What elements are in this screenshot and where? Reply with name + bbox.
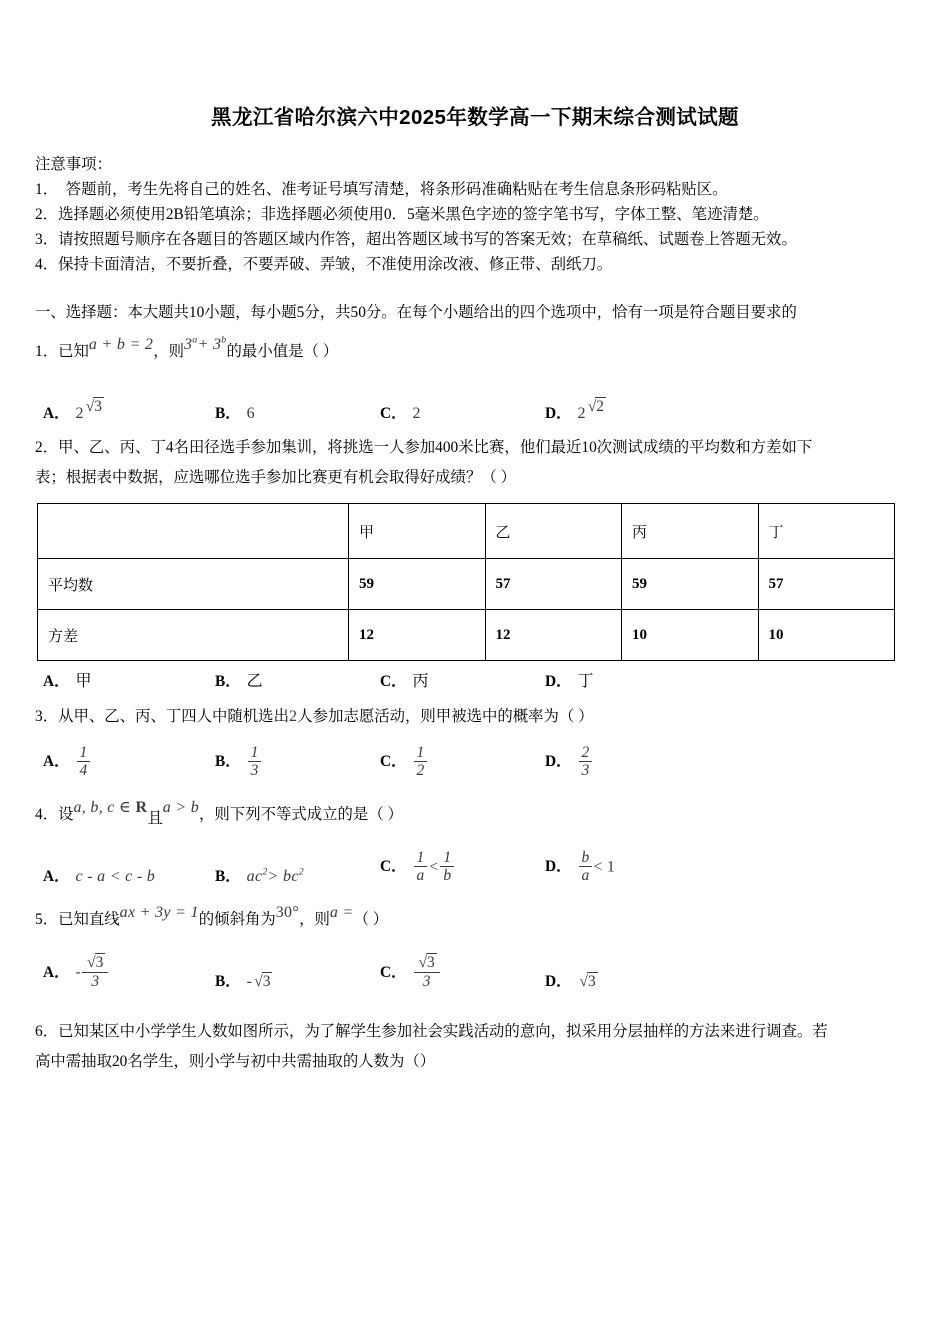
table-row [38, 559, 895, 610]
question-3-options [35, 739, 915, 781]
option-5-a-num [82, 954, 108, 971]
table-col-header-ding: 丁 [758, 504, 895, 559]
option-5-b-sqrt: √3 [254, 972, 271, 990]
notice-item-2: 2．选择题必须使用2B铅笔填涂；非选择题必须使用0．5毫米黑色字迹的签字笔书写，字体工整、笔迹清楚。 [35, 205, 769, 223]
option-1-a-coef: 2 [75, 405, 84, 423]
question-5-stem-pre: 已知直线 [58, 910, 120, 928]
option-4-d-num: b [581, 849, 590, 866]
option-3-d[interactable] [545, 745, 593, 781]
option-3-b-denominator: 3 [248, 761, 262, 779]
question-3-stem-pre: 从甲、乙、丙、丁四人中随机选出 [58, 708, 289, 726]
question-4-realset: R [135, 798, 148, 816]
option-1-b-label: B． [215, 405, 241, 423]
option-2-a-label: A． [43, 673, 70, 691]
option-4-b-value [247, 868, 304, 885]
question-4 [35, 799, 915, 830]
option-5-a-den: 3 [82, 972, 108, 990]
option-4-d-relation: < 1 [593, 858, 616, 876]
option-2-c-value: 丙 [412, 673, 429, 691]
question-6 [35, 1017, 915, 1077]
option-2-b-value: 乙 [246, 673, 263, 691]
option-1-a[interactable] [43, 398, 104, 423]
option-5-b[interactable] [215, 969, 272, 991]
option-4-c-label: C． [380, 858, 407, 876]
question-5-stem-post: （ ） [353, 910, 389, 928]
table-cell-mean-ding: 57 [758, 559, 895, 610]
option-3-a[interactable] [43, 745, 91, 781]
option-5-b-radicand: 3 [262, 972, 271, 990]
option-5-d[interactable] [545, 969, 598, 991]
option-2-d-label: D． [545, 673, 572, 691]
question-5-line-equation: ax + 3y = 1 [119, 903, 199, 921]
question-4-expr-2: a > b [162, 798, 200, 816]
option-2-b[interactable] [215, 668, 263, 691]
option-3-a-label: A． [43, 753, 70, 771]
question-2-options [35, 665, 915, 691]
option-5-b-sign: - [246, 972, 253, 990]
option-4-b-sup1: 2 [262, 866, 268, 878]
expr2-sup1: a [192, 334, 198, 346]
option-5-d-label: D． [545, 972, 572, 990]
option-3-b-label: B． [215, 753, 241, 771]
question-5-stem-mid-2: ，则 [299, 910, 330, 928]
option-2-c-label: C． [380, 673, 407, 691]
question-1-expr-2 [184, 336, 227, 353]
option-1-b-value: 6 [246, 405, 255, 423]
option-5-c-den: 3 [414, 972, 440, 990]
question-1-stem-pre: 已知 [58, 343, 89, 361]
question-2 [35, 433, 915, 493]
option-4-b-sup2: 2 [298, 866, 304, 878]
option-3-d-label: D． [545, 753, 572, 771]
option-2-a[interactable] [43, 668, 92, 691]
question-2-number: 2． [35, 439, 59, 457]
option-4-c-fraction-2 [440, 849, 454, 885]
question-6-number: 6． [35, 1022, 59, 1040]
option-3-c-fraction [414, 744, 428, 780]
question-1-stem-mid: ，则 [153, 343, 184, 361]
option-1-b[interactable] [215, 401, 255, 423]
table-col-header-bing: 丙 [622, 504, 759, 559]
option-1-d-coef: 2 [577, 405, 586, 423]
table-cell-variance-bing: 10 [622, 610, 759, 661]
question-1-stem-post: 的最小值是（ ） [226, 343, 339, 361]
question-4-stem-pre: 设 [58, 805, 74, 823]
section-heading: 一、选择题：本大题共10小题，每小题5分，共50分。在每个小题给出的四个选项中，恰有一项是符合题目要求的 [35, 304, 797, 322]
option-5-a-sqrt: √3 [87, 954, 104, 972]
option-4-b-base1: ac [246, 867, 263, 885]
option-3-d-fraction [579, 744, 593, 780]
expr2-base1: 3 [183, 336, 193, 354]
option-4-c-num2: 1 [443, 849, 452, 866]
option-1-c[interactable] [380, 401, 421, 423]
option-5-d-radicand: 3 [587, 972, 596, 990]
table-cell-variance-yi: 12 [485, 610, 622, 661]
expr2-sup2: b [221, 334, 227, 346]
option-3-d-denominator: 3 [579, 761, 593, 779]
notice-item-1: 1． 答题前，考生先将自己的姓名、准考证号填写清楚，将条形码准确粘贴在考生信息条形码粘贴区。 [35, 180, 728, 198]
option-4-c-relation: < [428, 858, 440, 876]
question-5 [35, 904, 915, 935]
option-4-a[interactable] [43, 864, 155, 886]
option-2-a-value: 甲 [75, 673, 92, 691]
table-cell-mean-yi: 57 [485, 559, 622, 610]
question-3 [35, 701, 915, 732]
option-3-a-numerator: 1 [79, 743, 88, 761]
notice-heading: 注意事项： [35, 155, 112, 173]
table-cell-mean-jia: 59 [349, 559, 486, 610]
notice-item-4: 4．保持卡面清洁，不要折叠，不要弄破、弄皱，不准使用涂改液、修正带、刮纸刀。 [35, 255, 613, 273]
question-2-text-1: 甲、乙、丙、丁4名田径选手参加集训，将挑选一人参加400米比赛，他们最近10次测试成绩的平均数和方差如下 [58, 439, 813, 457]
option-5-a-sign: - [75, 963, 82, 981]
question-5-stem-mid: 的倾斜角为 [198, 910, 276, 928]
option-4-c-den1: a [414, 866, 428, 884]
option-4-d-fraction [579, 849, 593, 885]
question-4-options [35, 836, 915, 886]
question-3-number: 3． [35, 708, 59, 726]
option-5-a-label: A． [43, 963, 70, 981]
question-2-line-2: 表；根据表中数据，应选哪位选手参加比赛更有机会取得好成绩？（ ） [35, 469, 516, 487]
option-1-d-radicand: 2 [596, 398, 604, 416]
option-2-b-label: B． [215, 673, 241, 691]
question-5-options [35, 941, 915, 991]
option-5-a-radicand: 3 [95, 954, 104, 972]
notice-block [35, 153, 915, 278]
question-1-expr-1: a + b = 2 [88, 336, 154, 354]
option-5-a-fraction [82, 954, 108, 990]
option-4-b-mid: > bc [267, 867, 299, 885]
option-3-c-numerator: 1 [416, 743, 425, 761]
option-3-a-fraction [77, 744, 91, 780]
option-2-d[interactable] [545, 668, 594, 691]
option-3-b-fraction [248, 744, 262, 780]
question-6-line-1 [35, 1017, 915, 1047]
question-5-unknown: a = [329, 903, 354, 921]
option-1-a-label: A． [43, 405, 70, 423]
option-4-d-label: D． [545, 858, 572, 876]
question-1 [35, 336, 915, 367]
option-1-d-sqrt: √2 [587, 398, 604, 416]
option-5-c-fraction [414, 954, 440, 990]
table-cell-variance-jia: 12 [349, 610, 486, 661]
option-4-d-den: a [579, 866, 593, 884]
question-1-number: 1． [35, 343, 59, 361]
table-cell-variance-ding: 10 [758, 610, 895, 661]
option-5-c[interactable] [380, 955, 441, 991]
option-3-d-numerator: 2 [581, 743, 590, 761]
option-3-c-label: C． [380, 753, 407, 771]
table-col-header-jia: 甲 [349, 504, 486, 559]
option-1-a-radicand: 3 [94, 398, 102, 416]
option-5-c-sqrt: √3 [418, 954, 435, 972]
table-row-label-mean: 平均数 [38, 559, 349, 610]
option-4-a-label: A． [43, 867, 70, 885]
table-header-row [38, 504, 895, 559]
option-1-d-label: D． [545, 405, 572, 423]
question-2-line-1 [35, 433, 915, 463]
option-5-b-label: B． [215, 972, 241, 990]
page-title: 黑龙江省哈尔滨六中2025年数学高一下期末综合测试试题 [211, 106, 739, 129]
statistics-table [37, 503, 895, 661]
table-col-header-yi: 乙 [485, 504, 622, 559]
notice-item-3: 3．请按照题号顺序在各题目的答题区域内作答，超出答题区域书写的答案无效；在草稿纸、试题卷上答题无效。 [35, 230, 797, 248]
option-5-c-label: C． [380, 963, 407, 981]
option-5-c-num [414, 954, 440, 971]
option-3-a-denominator: 4 [77, 761, 91, 779]
option-5-c-radicand: 3 [427, 954, 435, 972]
option-4-c[interactable] [380, 850, 455, 886]
question-1-options [35, 373, 915, 423]
option-4-c-num1: 1 [416, 849, 425, 866]
option-2-c[interactable] [380, 668, 429, 691]
option-1-c-value: 2 [412, 405, 421, 423]
option-3-c[interactable] [380, 745, 428, 781]
question-6-text-1: 已知某区中小学学生人数如图所示，为了解学生参加社会实践活动的意向，拟采用分层抽样的方法来进行调查。若 [58, 1022, 828, 1040]
option-1-a-sqrt: √3 [85, 398, 102, 416]
option-4-b[interactable] [215, 864, 304, 886]
expr2-plus: + 3 [197, 336, 222, 354]
option-4-b-label: B． [215, 867, 241, 885]
option-3-c-denominator: 2 [414, 761, 428, 779]
option-3-b[interactable] [215, 745, 262, 781]
option-5-a[interactable] [43, 955, 109, 991]
option-4-a-value: c - a < c - b [75, 867, 156, 885]
option-1-c-label: C． [380, 405, 407, 423]
question-5-angle: 30° [275, 903, 300, 921]
question-6-line-2: 高中需抽取20名学生，则小学与初中共需抽取的人数为（） [35, 1052, 436, 1070]
table-corner-cell [38, 504, 349, 559]
option-4-c-fraction-1 [414, 849, 428, 885]
table-cell-mean-bing: 59 [622, 559, 759, 610]
question-3-count: 2 [288, 708, 298, 726]
option-4-d[interactable] [545, 850, 615, 886]
table-row [38, 610, 895, 661]
table-row-label-variance: 方差 [38, 610, 349, 661]
question-4-stem-mid: 且 [147, 809, 163, 827]
question-5-number: 5． [35, 910, 59, 928]
question-4-expr-1 [74, 799, 148, 816]
option-1-d[interactable] [545, 398, 606, 423]
question-4-stem-post: ，则下列不等式成立的是（ ） [199, 805, 403, 823]
question-4-vars: a, b, c ∈ [73, 798, 136, 816]
question-3-stem-post: 人参加志愿活动，则甲被选中的概率为（ ） [297, 708, 594, 726]
option-2-d-value: 丁 [577, 673, 594, 691]
question-4-number: 4． [35, 805, 59, 823]
option-5-d-sqrt: √3 [579, 972, 596, 990]
option-4-c-den2: b [440, 866, 454, 884]
option-3-b-numerator: 1 [250, 743, 259, 761]
